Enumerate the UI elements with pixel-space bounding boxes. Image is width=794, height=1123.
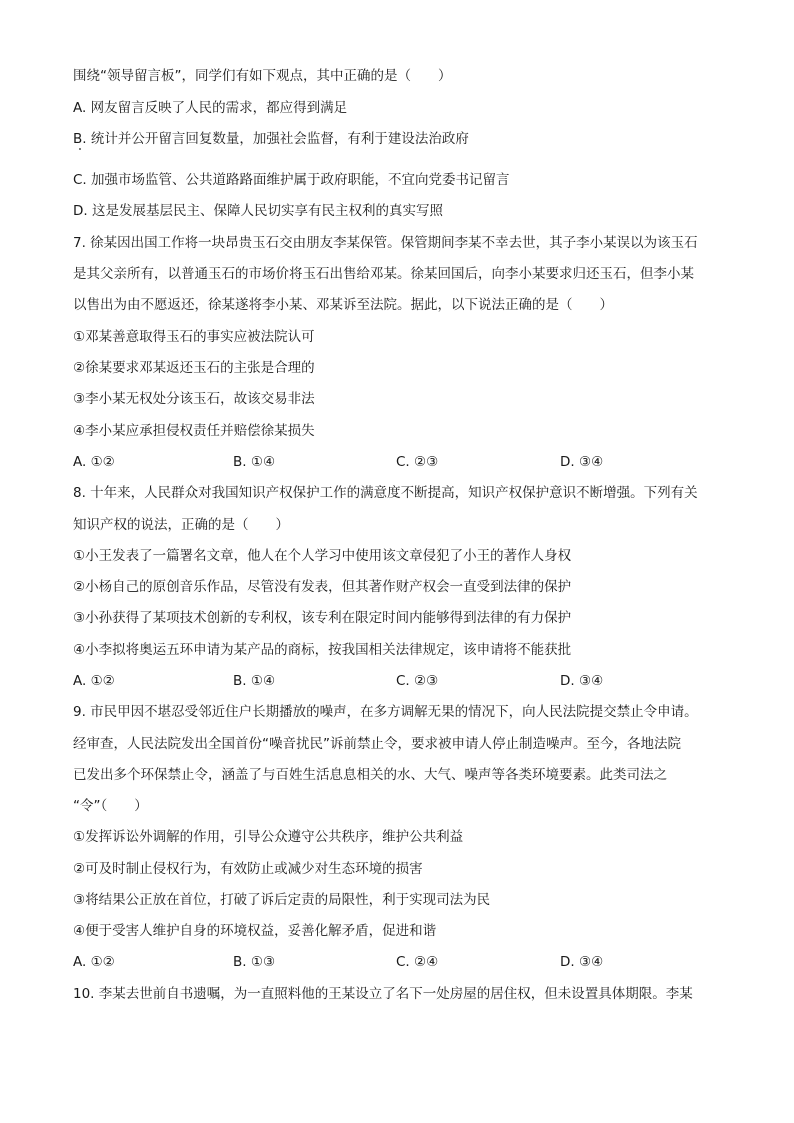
question-9-stem-line-4: “令”（ ） [73, 798, 148, 814]
question-8-statement-3: ③小孙获得了某项技术创新的专利权，该专利在限定时间内能够得到法律的有力保护 [73, 610, 572, 626]
question-7-statement-1: ①邓某善意取得玉石的事实应被法院认可 [73, 329, 315, 345]
choice-a: A. ①② [73, 673, 115, 689]
question-6-option-c: C. 加强市场监管、公共道路路面维护属于政府职能，不宜向党委书记留言 [73, 172, 510, 188]
question-6-option-b: B. 统计并公开留言回复数量，加强社会监督，有利于建设法治政府 [73, 131, 469, 147]
question-9-stem-line-2: 经审查，人民法院发出全国首份“噪音扰民”诉前禁止令，要求被申请人停止制造噪声。至今，各地法院 [73, 736, 681, 752]
question-6-option-a: A. 网友留言反映了人民的需求，都应得到满足 [73, 100, 348, 116]
choice-d: D. ③④ [560, 954, 604, 970]
question-8-stem-line-1: 8. 十年来，人民群众对我国知识产权保护工作的满意度不断提高，知识产权保护意识不断增强。下列有关 [73, 485, 698, 501]
question-6-stem: 围绕“领导留言板”，同学们有如下观点，其中正确的是（ ） [73, 68, 452, 84]
question-7-stem-line-2: 是其父亲所有，以普通玉石的市场价将玉石出售给邓某。徐某回国后，向李小某要求归还玉石，但李小某 [73, 266, 694, 282]
question-7-statement-4: ④李小某应承担侵权责任并赔偿徐某损失 [73, 423, 315, 439]
question-9-statement-1: ①发挥诉讼外调解的作用，引导公众遵守公共秩序，维护公共利益 [73, 829, 464, 845]
question-9-statement-3: ③将结果公正放在首位，打破了诉后定责的局限性，利于实现司法为民 [73, 892, 491, 908]
question-8-statement-4: ④小李拟将奥运五环申请为某产品的商标，按我国相关法律规定，该申请将不能获批 [73, 642, 572, 658]
choice-c: C. ②③ [396, 454, 439, 470]
question-9-statement-2: ②可及时制止侵权行为，有效防止或减少对生态环境的损害 [73, 861, 423, 877]
choice-b: B. ①③ [233, 954, 276, 970]
choice-a: A. ①② [73, 454, 115, 470]
question-9-stem-line-3: 已发出多个环保禁止令，涵盖了与百姓生活息息相关的水、大气、噪声等各类环境要素。此类司法之 [73, 767, 667, 783]
question-7-choices [73, 452, 723, 472]
stray-dot-mark [79, 148, 81, 150]
question-7-stem-line-3: 以售出为由不愿返还，徐某遂将李小某、邓某诉至法院。据此，以下说法正确的是（ ） [73, 297, 613, 313]
question-9-stem-line-1: 9. 市民甲因不堪忍受邻近住户长期播放的噪声，在多方调解无果的情况下，向人民法院提交禁止令申请。 [73, 704, 698, 720]
choice-a: A. ①② [73, 954, 115, 970]
question-9-statement-4: ④便于受害人维护自身的环境权益，妥善化解矛盾，促进和谐 [73, 923, 437, 939]
choice-c: C. ②④ [396, 954, 439, 970]
choice-c: C. ②③ [396, 673, 439, 689]
question-6-option-d: D. 这是发展基层民主、保障人民切实享有民主权利的真实写照 [73, 203, 443, 219]
choice-d: D. ③④ [560, 673, 604, 689]
question-8-stem-line-2: 知识产权的说法，正确的是（ ） [73, 517, 289, 533]
question-7-statement-2: ②徐某要求邓某返还玉石的主张是合理的 [73, 360, 315, 376]
question-10-stem-line-1: 10. 李某去世前自书遗嘱，为一直照料他的王某设立了名下一处房屋的居住权，但未设置具体期限。李某 [73, 986, 693, 1002]
question-8-statement-1: ①小王发表了一篇署名文章，他人在个人学习中使用该文章侵犯了小王的著作人身权 [73, 548, 572, 564]
choice-b: B. ①④ [233, 673, 276, 689]
question-8-choices [73, 671, 723, 691]
question-7-stem-line-1: 7. 徐某因出国工作将一块昂贵玉石交由朋友李某保管。保管期间李某不幸去世，其子李小某误以为该玉石 [73, 235, 698, 251]
question-7-statement-3: ③李小某无权处分该玉石，故该交易非法 [73, 391, 315, 407]
choice-b: B. ①④ [233, 454, 276, 470]
question-9-choices [73, 952, 723, 972]
question-8-statement-2: ②小杨自己的原创音乐作品，尽管没有发表，但其著作财产权会一直受到法律的保护 [73, 579, 572, 595]
choice-d: D. ③④ [560, 454, 604, 470]
